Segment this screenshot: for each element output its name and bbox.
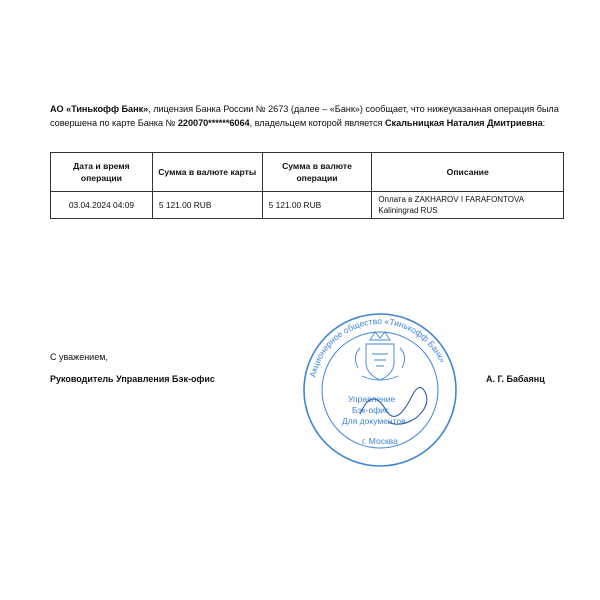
card-number: 220070******6064 [177,118,250,128]
card-owner: Скальницкая Наталия Дмитриевна [384,118,543,128]
signer-name: А. Г. Бабаянц [486,374,545,384]
bank-stamp [300,310,460,470]
stamp-line-1: Управление [348,394,396,404]
intro-text: , лицензия Банка России № 2673 (далее – «Банк») сообщает, что нижеуказанная операция была совершена по карте Банка № [50,104,559,128]
cell-date: 03.04.2024 04:09 [51,192,153,219]
cell-card-amount: 5 121.00 RUB [152,192,262,219]
header-op-amount: Сумма в валюте операции [262,153,372,192]
header-card-amount: Сумма в валюте карты [152,153,262,192]
coat-of-arms-icon [355,332,404,380]
table-header-row [51,153,564,192]
stamp-inner-ring [322,332,438,448]
intro-colon: : [542,118,546,128]
regards-text: С уважением, [50,352,108,362]
signer-position: Руководитель Управления Бэк-офис [50,374,215,384]
header-date: Дата и время операции [51,153,153,192]
bank-name: АО «Тинькофф Банк» [50,104,149,114]
stamp-line-3: Для документов [342,416,406,426]
cell-description: Оплата в ZAKHAROV I FARAFONTOVA Kaliningrad RUS [372,192,564,219]
stamp-line-2: Бэк-офис [352,405,390,415]
cell-op-amount: 5 121.00 RUB [262,192,372,219]
table-row [51,192,564,219]
operations-table [50,152,564,219]
stamp-city: г. Москва [362,436,398,446]
intro-paragraph [50,102,570,130]
header-description: Описание [372,153,564,192]
stamp-ring-text: Акционерное общество «Тинькофф Банк» [307,315,448,379]
intro-text-owner: , владельцем которой является [249,118,385,128]
